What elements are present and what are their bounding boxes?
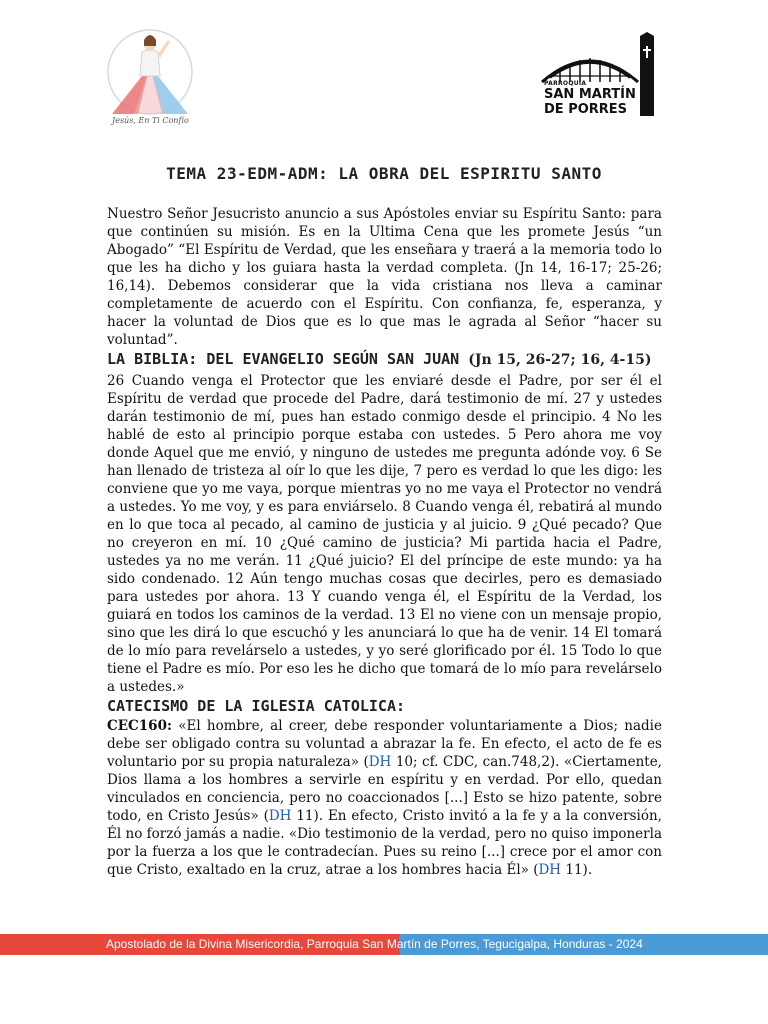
divine-mercy-logo xyxy=(104,26,196,130)
parish-label: PARROQUIA xyxy=(544,80,587,87)
catechism-text-3: 11). En efecto, Cristo invitó a la fe y a la conversión, Él no forzó jamás a nadie. «Dio testimonio de la verdad, pero no quiso imponerla por la fuerza a los que le contradecían. Pues su reino [...] crece por el amor con que Cristo, exaltado en la cruz, atrae a los hombres hacia Él» ( xyxy=(107,808,662,878)
catechism-paragraph xyxy=(107,717,662,879)
catechism-label: CEC160: xyxy=(107,718,172,734)
parish-name-line2: DE PORRES xyxy=(544,102,628,117)
parish-logo xyxy=(540,32,660,122)
logo-tagline: Jesús, En Ti Confío xyxy=(112,116,189,125)
dh-link-3[interactable]: DH xyxy=(538,862,562,878)
dh-link-1[interactable]: DH xyxy=(368,754,392,770)
page-title: TEMA 23-EDM-ADM: LA OBRA DEL ESPIRITU SANTO xyxy=(166,164,602,183)
dh-link-2[interactable]: DH xyxy=(268,808,292,824)
catechism-text-1: «El hombre, al creer, debe responder voluntariamente a Dios; nadie debe ser obligado contra su voluntad a abrazar la fe. En efecto, el acto de fe es voluntario por su propia naturaleza» ( xyxy=(107,718,662,770)
catechism-text-2: 10; cf. CDC, can.748,2). «Ciertamente, Dios llama a los hombres a servirle en espíritu y en verdad. Por ello, quedan vinculados en conciencia, pero no coaccionados [...] Esto se hizo patente, sobre todo, en Cristo Jesús» ( xyxy=(107,754,662,824)
bible-passage: 26 Cuando venga el Protector que les enviaré desde el Padre, por ser él el Espíritu de verdad que procede del Padre, dará testimonio de mí. 27 y ustedes darán testimonio de mí, pues han estado conmigo desde el principio. 4 No les hablé de esto al principio porque estaba con ustedes. 5 Pero ahora me voy donde Aquel que me envió, y ninguno de ustedes me pregunta adónde voy. 6 Se han llenado de tristeza al oír lo que les dije, 7 pero es verdad lo que les digo: les conviene que yo me vaya, porque mientras yo no me vaya el Protector no vendrá a ustedes. Yo me voy, y es para enviárselo. 8 Cuando venga él, rebatirá al mundo en lo que toca al pecado, al camino de justicia y al juicio. 9 ¿Qué pecado? Que no creyeron en mí. 10 ¿Qué camino de justicia? Mi partida hacia el Padre, ustedes ya no me verán. 11 ¿Qué juicio? El del príncipe de este mundo: ya ha sido condenado. 12 Aún tengo muchas cosas que decirles, pero es demasiado para ustedes por ahora. 13 Y cuando venga él, el Espíritu de la Verdad, los guiará en todos los caminos de la verdad. 13 El no viene con un mensaje propio, sino que les dirá lo que escuchó y les anunciará lo que ha de venir. 14 El tomará de lo mío para revelárselo a ustedes, y yo seré glorificado por él. 15 Todo lo que tiene el Padre es mío. Por eso les he dicho que tomará de lo mío para revelárselo a ustedes.» xyxy=(107,373,662,695)
bible-section-heading xyxy=(107,350,667,368)
catechism-section-heading: CATECISMO DE LA IGLESIA CATOLICA: xyxy=(107,697,406,715)
bible-reference: (Jn 15, 26-27; 16, 4-15) xyxy=(468,352,652,368)
bible-heading-text: LA BIBLIA: DEL EVANGELIO SEGÚN SAN JUAN xyxy=(107,350,469,368)
catechism-text-4: 11). xyxy=(561,862,593,878)
parish-name-line1: SAN MARTÍN xyxy=(544,87,636,102)
intro-paragraph: Nuestro Señor Jesucristo anuncio a sus Apóstoles enviar su Espíritu Santo: para que continúen su misión. Es en la Ultima Cena que les promete Jesús “un Abogado” “El Espíritu de Verdad, que les enseñara y traerá a la memoria todo lo que les ha dicho y los guiara hasta la verdad completa. (Jn 14, 16-17; 25-26; 16,14). Debemos considerar que la vida cristiana nos lleva a caminar completamente de acuerdo con el Espíritu. Con confianza, fe, esperanza, y hacer la voluntad de Dios que es lo que mas le agrada al Señor “hacer su voluntad”. xyxy=(107,206,662,348)
footer-bar xyxy=(0,934,768,955)
divine-mercy-image xyxy=(104,26,196,118)
footer-text: Apostolado de la Divina Misericordia, Parroquia San Martín de Porres, Tegucigalpa, Honduras - 2024 xyxy=(106,937,643,951)
